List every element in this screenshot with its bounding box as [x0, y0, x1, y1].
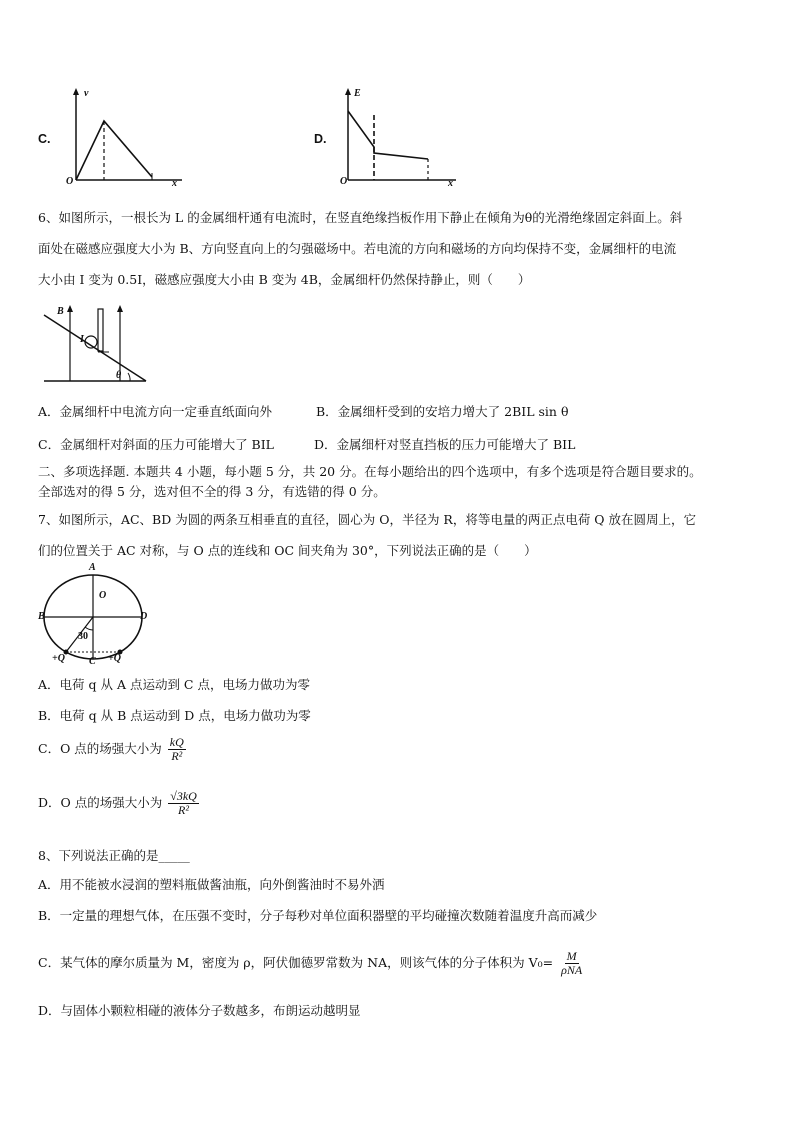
- q7-fig-c-label: C: [89, 656, 96, 667]
- q8-option-c: [38, 950, 584, 977]
- graph-d-y-label: E: [354, 88, 361, 99]
- q6-fig-b-label: B: [57, 306, 64, 317]
- q6-stem-line1: 6、如图所示，一根长为 L 的金属细杆通有电流时，在竖直绝缘挡板作用下静止在倾角为θ的光滑绝缘固定斜面上。斜: [38, 210, 683, 225]
- q8-option-c-numerator: M: [566, 949, 577, 963]
- q7-option-a: A．电荷 q 从 A 点运动到 C 点，电场力做功为零: [38, 677, 310, 692]
- q7-option-c: [38, 736, 186, 763]
- q7-stem-line2: 们的位置关于 AC 对称，与 O 点的连线和 OC 间夹角为 30°，下列说法正确的是（ ）: [38, 543, 537, 558]
- q6-option-c: C．金属细杆对斜面的压力可能增大了 BIL: [38, 437, 274, 452]
- q7-fig-d-label: D: [140, 611, 148, 622]
- graph-c-origin: O: [66, 176, 74, 187]
- q7-option-d: [38, 790, 199, 817]
- q8-option-c-text: C．某气体的摩尔质量为 M，密度为 ρ，阿伏伽德罗常数为 NA，则该气体的分子体积为 V₀=: [38, 955, 554, 970]
- q7-option-d-denominator: R²: [178, 803, 189, 817]
- q7-option-d-fraction: [168, 790, 199, 817]
- q6-stem-line3: 大小由 I 变为 0.5I，磁感应强度大小由 B 变为 4B，金属细杆仍然保持静止，则（ ）: [38, 272, 531, 287]
- q8-stem: 8、下列说法正确的是_____: [38, 848, 190, 863]
- graph-d-origin: O: [340, 176, 348, 187]
- q7-option-c-numerator: kQ: [169, 735, 184, 749]
- q7-stem-line1: 7、如图所示，AC、BD 为圆的两条互相垂直的直径，圆心为 O，半径为 R，将等电量的两正点电荷 Q 放在圆周上，它: [38, 512, 697, 527]
- section2-instructions-line2: 全部选对的得 5 分，选对但不全的得 3 分，有选错的得 0 分。: [38, 484, 386, 499]
- section2-instructions-line1: 二、多项选择题. 本题共 4 小题，每小题 5 分，共 20 分。在每小题给出的四个选项中，有多个选项是符合题目要求的。: [38, 464, 702, 479]
- q7-fig-q-right-label: +Q: [108, 653, 121, 664]
- q7-fig-b-label: B: [38, 611, 45, 622]
- q8-option-b: B．一定量的理想气体，在压强不变时，分子每秒对单位面积器壁的平均碰撞次数随着温度升高而减少: [38, 908, 598, 923]
- q7-option-d-numerator: √3kQ: [170, 789, 197, 803]
- graph-c-option-label: C.: [38, 132, 51, 146]
- q8-option-c-fraction: [559, 950, 584, 977]
- q6-fig-i-label: I: [80, 334, 84, 345]
- q8-option-d: D．与固体小颗粒相碰的液体分子数越多，布朗运动越明显: [38, 1003, 361, 1018]
- q6-fig-theta-label: θ: [116, 370, 122, 381]
- q6-stem-line2: 面处在磁感应强度大小为 B、方向竖直向上的匀强磁场中。若电流的方向和磁场的方向均保持不变，金属细杆的电流: [38, 241, 677, 256]
- q7-option-b: B．电荷 q 从 B 点运动到 D 点，电场力做功为零: [38, 708, 311, 723]
- graph-c-y-label: v: [84, 88, 89, 99]
- graph-d-option-label: D.: [314, 132, 327, 146]
- q8-option-c-denominator: ρNA: [561, 963, 583, 977]
- q7-option-c-denominator: R²: [171, 749, 183, 763]
- graph-d-emf-displacement: [334, 85, 464, 190]
- q7-fig-o-label: O: [99, 590, 107, 601]
- q7-option-c-text: C．O 点的场强大小为: [38, 741, 162, 756]
- q6-option-d: D．金属细杆对竖直挡板的压力可能增大了 BIL: [314, 437, 576, 452]
- q7-fig-q-left-label: +Q: [52, 653, 65, 664]
- q7-fig-a-label: A: [89, 562, 96, 573]
- q6-incline-figure: [38, 303, 150, 385]
- graph-c-velocity-displacement: [60, 85, 190, 190]
- q7-option-c-fraction: [168, 736, 186, 763]
- q6-option-b: B．金属细杆受到的安培力增大了 2BIL sin θ: [316, 404, 569, 419]
- graph-d-x-label: x: [448, 178, 453, 189]
- q6-option-a: A．金属细杆中电流方向一定垂直纸面向外: [38, 404, 273, 419]
- q8-option-a: A．用不能被水浸润的塑料瓶做酱油瓶，向外倒酱油时不易外洒: [38, 877, 385, 892]
- q7-option-d-text: D．O 点的场强大小为: [38, 795, 163, 810]
- q7-fig-angle-label: 30: [78, 631, 88, 642]
- graph-c-x-label: x: [172, 178, 177, 189]
